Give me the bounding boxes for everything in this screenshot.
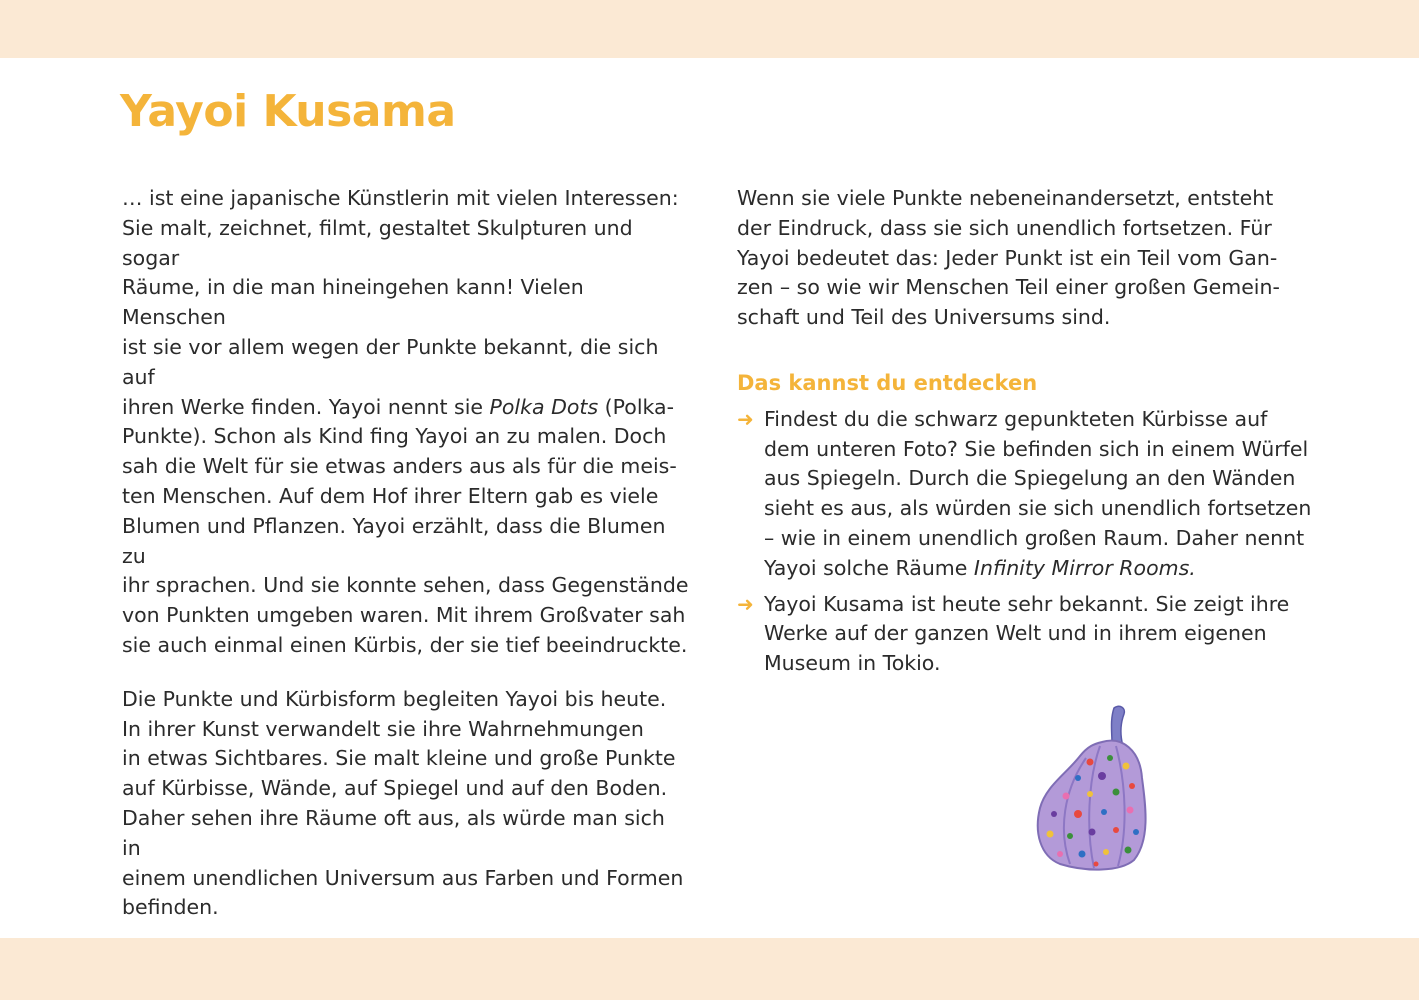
- bottom-band: [0, 938, 1419, 1000]
- arrow-right-icon: ➜: [737, 591, 754, 616]
- bullet-text-a: Findest du die schwarz gepunkteten Kürbisse auf dem unteren Foto? Sie befinden sich in einem Würfel aus Spiegeln. Durch die Spiegelung an den Wänden sieht es aus, als würden sie sich unendlich fortsetzen – wie in einem unendlich großen Raum. Daher nennt Yayoi solche Räume: [764, 406, 1312, 580]
- bullet-text: Yayoi Kusama ist heute sehr bekannt. Sie zeigt ihre Werke auf der ganzen Welt und in ihrem eigenen Museum in Tokio.: [764, 591, 1290, 676]
- subheading: Das kannst du entdecken: [737, 370, 1038, 395]
- top-band: [0, 0, 1419, 58]
- list-item: [737, 590, 1317, 679]
- right-column: [737, 184, 1317, 685]
- bullet-list: [737, 405, 1317, 679]
- list-item: [737, 405, 1317, 584]
- page-title: Yayoi Kusama: [120, 86, 456, 137]
- intro-text-b: (Polka- Punkte). Schon als Kind fing Yayoi an zu malen. Doch sah die Welt für sie etwas anders aus als für die meis- ten Menschen. Auf dem Hof ihrer Eltern gab es viele Blumen und Pflanzen. Yayoi erzählt, dass die Blumen zu ihr sprachen. Und sie konnte sehen, dass Gegenstände von Punkten umgeben waren. Mit ihrem Großvater sah sie auch einmal einen Kürbis, der sie tief beeindruckte.: [122, 394, 689, 657]
- bullet-text-italic: Infinity Mirror Rooms.: [973, 555, 1196, 580]
- intro-paragraph: [122, 184, 690, 661]
- second-paragraph: Die Punkte und Kürbisform begleiten Yayoi bis heute. In ihrer Kunst verwandelt sie ihre Wahrnehmungen in etwas Sichtbares. Sie malt kleine und große Punkte auf Kürbisse, Wände, auf Spiegel und auf den Boden. Daher sehen ihre Räume oft aus, als würde man sich in einem unendlichen Universum aus Farben und Formen befinden.: [122, 686, 684, 920]
- arrow-right-icon: ➜: [737, 406, 754, 431]
- polka-dot-pumpkin-icon: [1030, 700, 1155, 875]
- intro-text-a: … ist eine japanische Künstlerin mit vielen Interessen: Sie malt, zeichnet, filmt, gestaltet Skulpturen und sogar Räume, in die man hineingehen kann! Vielen Menschen ist sie vor allem wegen der Punkte bekannt, die sich auf ihren Werke finden. Yayoi nennt sie: [122, 186, 679, 419]
- intro-text-italic: Polka Dots: [489, 394, 599, 419]
- right-paragraph: Wenn sie viele Punkte nebeneinandersetzt, entsteht der Eindruck, dass sie sich unendlich fortsetzen. Für Yayoi bedeutet das: Jeder Punkt ist ein Teil vom Gan- zen – so wie wir Menschen Teil einer großen Gemein- schaft und Teil des Universums sind.: [737, 186, 1280, 330]
- left-column: [122, 184, 690, 923]
